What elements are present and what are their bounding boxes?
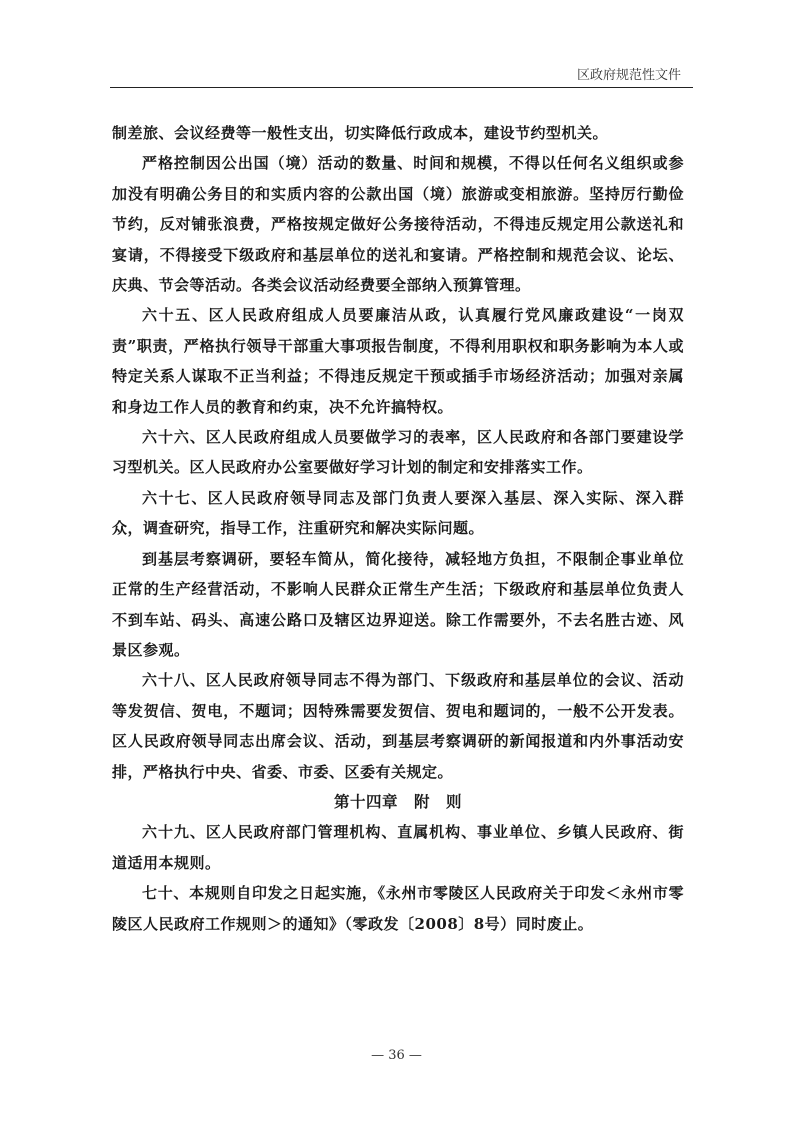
paragraph-overseas-travel: 严格控制因公出国（境）活动的数量、时间和规模，不得以任何名义组织或参加没有明确公务目的和实质内容的公款出国（境）旅游或变相旅游。坚持厉行勤俭节约，反对铺张浪费，严格按规定做好公务接待活动，不得违反规定用公款送礼和宴请，不得接受下级政府和基层单位的送礼和宴请。严格控制和规范会议、论坛、庆典、节会等活动。各类会议活动经费要全部纳入预算管理。: [112, 154, 684, 295]
paragraph-grassroots-visits: 到基层考察调研，要轻车简从，简化接待，减轻地方负担，不限制企事业单位正常的生产经营活动，不影响人民群众正常生产生活；下级政府和基层单位负责人不到车站、码头、高速公路口及辖区边界迎送。除工作需要外，不去名胜古迹、风景区参观。: [112, 549, 684, 659]
article-67: 六十七、区人民政府领导同志及部门负责人要深入基层、深入实际、深入群众，调查研究，指导工作，注重研究和解决实际问题。: [112, 488, 684, 538]
page-number: — 36 —: [371, 1048, 422, 1063]
chapter-14-heading: 第十四章 附 则: [333, 791, 462, 811]
paragraph-continuation: 制差旅、会议经费等一般性支出，切实降低行政成本，建设节约型机关。: [112, 124, 609, 142]
article-70: 七十、本规则自印发之日起实施，《永州市零陵区人民政府关于印发＜永州市零陵区人民政府工作规则＞的通知》（零政发〔2008〕8号）同时废止。: [112, 884, 684, 933]
header-divider: [110, 87, 693, 88]
article-65: 六十五、区人民政府组成人员要廉洁从政，认真履行党风廉政建设“一岗双责”职责，严格执行领导干部重大事项报告制度，不得利用职权和职务影响为本人或特定关系人谋取不正当利益；不得违反规定干预或插手市场经济活动；加强对亲属和身边工作人员的教育和约束，决不允许搞特权。: [112, 306, 684, 416]
article-66: 六十六、区人民政府组成人员要做学习的表率，区人民政府和各部门要建设学习型机关。区人民政府办公室要做好学习计划的制定和安排落实工作。: [112, 428, 684, 477]
article-69: 六十九、区人民政府部门管理机构、直属机构、事业单位、乡镇人民政府、街道适用本规则。: [112, 823, 684, 872]
article-68: 六十八、区人民政府领导同志不得为部门、下级政府和基层单位的会议、活动等发贺信、贺电，不题词；因特殊需要发贺信、贺电和题词的，一般不公开发表。区人民政府领导同志出席会议、活动，到基层考察调研的新闻报道和内外事活动安排，严格执行中央、省委、市委、区委有关规定。: [112, 671, 684, 781]
document-header-title: 区政府规范性文件: [576, 68, 681, 83]
document-body: [112, 118, 684, 939]
